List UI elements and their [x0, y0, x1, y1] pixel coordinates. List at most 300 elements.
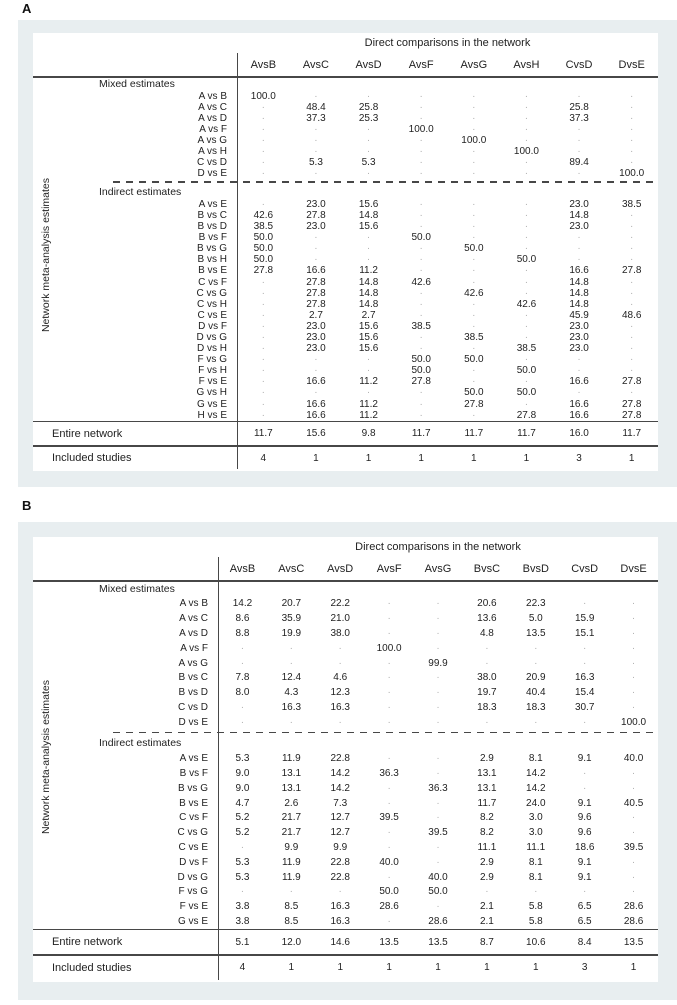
row-cells: [237, 299, 658, 310]
empty-cell-dot: ·: [631, 672, 636, 684]
empty-cell-dot: ·: [472, 320, 476, 332]
row-cells: [237, 168, 658, 179]
value-cell: 16.6: [306, 398, 326, 410]
value-cell: [448, 199, 501, 210]
value-cell: 13.5: [623, 936, 644, 948]
value-cell: 1: [288, 962, 295, 974]
value-cell: 16.3: [281, 701, 302, 713]
value-cell: [605, 102, 658, 113]
value-cell: 3: [581, 962, 588, 974]
column-header-cvsd: CvsD: [571, 562, 599, 575]
value-cell: 14.2: [232, 598, 253, 610]
value-cell: 19.9: [281, 627, 302, 639]
empty-cell-dot: ·: [289, 716, 293, 728]
empty-cell-dot: ·: [261, 157, 265, 169]
empty-cell-dot: ·: [524, 123, 529, 135]
value-cell: [342, 365, 395, 376]
value-cell: 11.7: [517, 428, 536, 440]
value-cell: 50.0: [516, 254, 537, 266]
empty-cell-dot: ·: [534, 657, 538, 669]
value-cell: 11.9: [281, 856, 301, 868]
empty-cell-dot: ·: [314, 387, 318, 399]
row-cells: [237, 91, 658, 102]
value-cell: [395, 288, 448, 299]
value-cell: 11.1: [526, 841, 546, 853]
empty-cell-dot: ·: [240, 657, 245, 669]
value-cell: 14.2: [330, 782, 350, 794]
value-cell: [500, 399, 553, 410]
value-cell: 24.0: [526, 797, 546, 809]
row-label: A vs B: [198, 90, 227, 102]
empty-cell-dot: ·: [261, 101, 265, 113]
value-cell: [609, 857, 658, 868]
value-cell: [500, 321, 553, 332]
empty-cell-dot: ·: [472, 365, 476, 377]
empty-cell-dot: ·: [314, 354, 318, 366]
row-cells: [237, 399, 658, 410]
value-cell: 1: [418, 452, 424, 464]
empty-cell-dot: ·: [387, 827, 391, 839]
column-header-dvse: DvsE: [620, 562, 647, 575]
value-cell: [605, 157, 658, 168]
value-cell: [414, 812, 463, 823]
value-cell: 16.6: [306, 376, 326, 388]
row-label: A vs B: [179, 598, 208, 610]
table-row: [33, 399, 658, 410]
table-row: [33, 781, 658, 796]
row-cells: [218, 827, 658, 838]
row-cells: [218, 812, 658, 823]
value-cell: [605, 321, 658, 332]
column-header-cvsd: CvsD: [565, 58, 593, 71]
value-cell: [414, 643, 463, 654]
column-header-avsg: AvsG: [460, 58, 488, 71]
value-cell: 5.0: [528, 613, 543, 625]
table-row: [33, 232, 658, 243]
value-cell: [365, 687, 414, 698]
panel-a-table: [33, 33, 658, 471]
row-cells: [237, 221, 658, 232]
value-cell: 9.1: [577, 753, 592, 765]
value-cell: [605, 354, 658, 365]
empty-cell-dot: ·: [583, 657, 587, 669]
value-cell: [500, 265, 553, 276]
value-cell: [316, 643, 365, 654]
row-label: D vs E: [197, 168, 227, 180]
empty-cell-dot: ·: [419, 343, 423, 355]
value-cell: [414, 753, 463, 764]
row-label: C vs F: [179, 812, 208, 824]
value-cell: 11.2: [359, 376, 378, 388]
empty-cell-dot: ·: [630, 354, 634, 366]
panel-a-y-axis-label: Network meta-analysis estimates: [40, 177, 52, 333]
value-cell: 36.3: [379, 767, 399, 779]
value-cell: [365, 628, 414, 639]
empty-cell-dot: ·: [314, 146, 318, 158]
value-cell: [290, 354, 343, 365]
value-cell: [605, 221, 658, 232]
value-cell: [500, 243, 553, 254]
value-cell: 27.8: [621, 376, 642, 388]
value-cell: 14.6: [330, 936, 350, 948]
empty-cell-dot: ·: [240, 886, 245, 898]
value-cell: [395, 102, 448, 113]
row-cells: [237, 265, 658, 276]
value-cell: [500, 332, 553, 343]
value-cell: [448, 168, 501, 179]
empty-cell-dot: ·: [366, 134, 371, 146]
empty-cell-dot: ·: [472, 198, 476, 210]
empty-cell-dot: ·: [387, 753, 391, 765]
value-cell: 100.0: [621, 716, 647, 728]
value-cell: [553, 243, 606, 254]
value-cell: 50.0: [516, 365, 537, 377]
value-cell: 12.3: [330, 687, 350, 699]
row-label: C vs F: [198, 276, 227, 288]
table-row: [33, 277, 658, 288]
value-cell: [560, 717, 609, 728]
row-cells: [218, 916, 658, 927]
empty-cell-dot: ·: [472, 298, 476, 310]
empty-cell-dot: ·: [577, 168, 581, 180]
empty-cell-dot: ·: [366, 243, 371, 255]
value-cell: [553, 91, 606, 102]
empty-cell-dot: ·: [472, 221, 476, 233]
empty-cell-dot: ·: [577, 254, 581, 266]
empty-cell-dot: ·: [630, 146, 634, 158]
value-cell: [609, 872, 658, 883]
empty-cell-dot: ·: [419, 209, 423, 221]
row-cells: [218, 628, 658, 639]
table-row: [33, 656, 658, 671]
row-cells: [237, 102, 658, 113]
value-cell: [448, 91, 501, 102]
value-cell: 1: [484, 962, 490, 974]
value-cell: [395, 199, 448, 210]
summary-row-cells: [237, 453, 658, 464]
value-cell: 23.0: [569, 221, 589, 233]
empty-cell-dot: ·: [436, 627, 440, 639]
empty-cell-dot: ·: [261, 398, 265, 410]
value-cell: [237, 376, 290, 387]
value-cell: 50.0: [464, 354, 484, 366]
empty-cell-dot: ·: [630, 332, 634, 344]
row-label: C vs G: [177, 827, 208, 839]
row-label: B vs C: [197, 209, 227, 221]
empty-cell-dot: ·: [472, 265, 476, 277]
value-cell: [511, 643, 560, 654]
value-cell: 27.8: [621, 265, 642, 277]
value-cell: [395, 254, 448, 265]
value-cell: 14.8: [569, 276, 589, 288]
value-cell: 7.8: [235, 672, 250, 684]
empty-cell-dot: ·: [524, 287, 529, 299]
value-cell: [290, 146, 343, 157]
value-cell: [342, 135, 395, 146]
value-cell: [414, 901, 463, 912]
panel-a-table-title: Direct comparisons in the network: [364, 37, 531, 49]
value-cell: 5.2: [235, 812, 250, 824]
value-cell: 13.1: [281, 782, 302, 794]
table-row: [33, 365, 658, 376]
empty-cell-dot: ·: [630, 112, 634, 124]
value-cell: 9.1: [577, 871, 592, 883]
value-cell: [395, 243, 448, 254]
value-cell: 9.6: [577, 827, 592, 839]
empty-cell-dot: ·: [261, 198, 265, 210]
column-header-avsf: AvsF: [376, 562, 402, 575]
value-cell: [342, 124, 395, 135]
value-cell: [365, 872, 414, 883]
row-label: A vs D: [198, 112, 227, 124]
empty-cell-dot: ·: [261, 276, 265, 288]
empty-cell-dot: ·: [436, 642, 440, 654]
value-cell: 28.6: [623, 915, 644, 927]
empty-cell-dot: ·: [366, 123, 371, 135]
value-cell: [395, 410, 448, 421]
row-cells: [237, 146, 658, 157]
section-header: Mixed estimates: [99, 77, 175, 90]
empty-cell-dot: ·: [524, 376, 529, 388]
value-cell: [560, 768, 609, 779]
column-header-avsc: AvsC: [278, 562, 305, 575]
value-cell: 1: [523, 452, 530, 464]
summary-row-cells: [237, 428, 658, 439]
value-cell: 16.3: [330, 701, 350, 713]
value-cell: [267, 643, 316, 654]
row-cells: [218, 872, 658, 883]
value-cell: [511, 658, 560, 669]
column-header-dvse: DvsE: [618, 58, 645, 71]
value-cell: [462, 717, 511, 728]
value-cell: 21.7: [281, 827, 302, 839]
value-cell: [448, 277, 501, 288]
empty-cell-dot: ·: [261, 123, 265, 135]
value-cell: 12.7: [330, 827, 350, 839]
row-cells: [218, 717, 658, 728]
value-cell: [414, 798, 463, 809]
value-cell: [290, 365, 343, 376]
value-cell: 1: [435, 962, 441, 974]
empty-cell-dot: ·: [419, 157, 423, 169]
value-cell: 15.6: [358, 343, 379, 355]
value-cell: [342, 387, 395, 398]
empty-cell-dot: ·: [631, 613, 636, 625]
column-header-avsd: AvsD: [327, 562, 354, 575]
row-cells: [237, 243, 658, 254]
value-cell: 8.5: [284, 915, 299, 927]
value-cell: [365, 916, 414, 927]
value-cell: [609, 827, 658, 838]
row-label: F vs E: [179, 901, 208, 913]
row-cells: [237, 232, 658, 243]
empty-cell-dot: ·: [577, 354, 581, 366]
value-cell: [605, 277, 658, 288]
empty-cell-dot: ·: [485, 886, 489, 898]
value-cell: 4: [260, 452, 267, 464]
empty-cell-dot: ·: [261, 354, 265, 366]
value-cell: 11.7: [411, 428, 431, 440]
table-row: [33, 766, 658, 781]
empty-cell-dot: ·: [436, 812, 440, 824]
panel-a-summaries: [33, 421, 658, 470]
value-cell: [553, 387, 606, 398]
value-cell: [560, 643, 609, 654]
value-cell: [237, 135, 290, 146]
value-cell: [316, 658, 365, 669]
value-cell: [500, 210, 553, 221]
value-cell: [342, 232, 395, 243]
empty-cell-dot: ·: [419, 134, 423, 146]
value-cell: [448, 299, 501, 310]
empty-cell-dot: ·: [387, 687, 391, 699]
value-cell: 23.0: [569, 332, 589, 344]
value-cell: 1: [533, 962, 539, 974]
value-cell: [609, 812, 658, 823]
value-cell: 14.8: [358, 298, 379, 310]
value-cell: [553, 135, 606, 146]
value-cell: [395, 168, 448, 179]
panel-a-column-header-row: [33, 53, 658, 76]
value-cell: 11.7: [464, 428, 484, 440]
included-studies-row: [33, 956, 658, 980]
value-cell: 20.6: [477, 598, 497, 610]
panel-b-table-vertical-rule: [218, 557, 219, 980]
value-cell: [237, 113, 290, 124]
section-divider-dashed-rule: [113, 181, 658, 183]
empty-cell-dot: ·: [472, 409, 476, 421]
row-label: D vs E: [178, 716, 208, 728]
value-cell: [605, 299, 658, 310]
value-cell: 27.8: [306, 298, 326, 310]
value-cell: 9.0: [235, 767, 250, 779]
section-header: Indirect estimates: [99, 737, 182, 750]
value-cell: 42.6: [411, 276, 431, 288]
value-cell: [395, 113, 448, 124]
value-cell: 22.8: [330, 871, 350, 883]
empty-cell-dot: ·: [631, 627, 636, 639]
table-row: [33, 751, 658, 766]
empty-cell-dot: ·: [631, 886, 636, 898]
empty-cell-dot: ·: [419, 298, 423, 310]
value-cell: 16.0: [569, 428, 589, 440]
empty-cell-dot: ·: [524, 157, 529, 169]
value-cell: 16.3: [330, 915, 350, 927]
value-cell: 48.4: [306, 101, 326, 113]
value-cell: 4.8: [479, 627, 494, 639]
row-label: F vs E: [198, 376, 227, 388]
empty-cell-dot: ·: [261, 298, 265, 310]
row-label: B vs H: [197, 254, 227, 266]
row-cells: [218, 702, 658, 713]
value-cell: 2.7: [308, 309, 323, 321]
empty-cell-dot: ·: [366, 232, 371, 244]
value-cell: 2.9: [479, 871, 494, 883]
value-cell: [237, 343, 290, 354]
row-label: A vs C: [179, 613, 208, 625]
value-cell: 8.1: [528, 856, 543, 868]
value-cell: [365, 842, 414, 853]
empty-cell-dot: ·: [314, 123, 318, 135]
value-cell: [448, 265, 501, 276]
empty-cell-dot: ·: [314, 254, 318, 266]
row-label: A vs E: [179, 753, 208, 765]
value-cell: [609, 702, 658, 713]
value-cell: [609, 672, 658, 683]
value-cell: 2.9: [479, 753, 494, 765]
row-label: A vs E: [198, 198, 227, 210]
value-cell: [605, 91, 658, 102]
value-cell: [290, 124, 343, 135]
value-cell: 1: [628, 452, 635, 464]
empty-cell-dot: ·: [419, 198, 423, 210]
empty-cell-dot: ·: [577, 123, 581, 135]
table-row: [33, 135, 658, 146]
value-cell: [414, 768, 463, 779]
value-cell: 8.1: [528, 871, 543, 883]
value-cell: [395, 265, 448, 276]
table-row: [33, 825, 658, 840]
value-cell: [500, 157, 553, 168]
value-cell: 20.7: [281, 598, 302, 610]
table-row: [33, 146, 658, 157]
value-cell: [290, 135, 343, 146]
empty-cell-dot: ·: [524, 232, 529, 244]
row-label: D vs G: [177, 871, 208, 883]
empty-cell-dot: ·: [630, 276, 634, 288]
value-cell: 6.5: [577, 915, 592, 927]
value-cell: [414, 687, 463, 698]
table-row: [33, 870, 658, 885]
empty-cell-dot: ·: [436, 797, 440, 809]
value-cell: 100.0: [461, 134, 487, 146]
value-cell: 5.3: [235, 856, 250, 868]
table-row: [33, 914, 658, 929]
panel-b-y-axis-label: Network meta-analysis estimates: [40, 679, 52, 835]
value-cell: 27.8: [464, 398, 484, 410]
empty-cell-dot: ·: [289, 642, 293, 654]
value-cell: [290, 243, 343, 254]
table-row: [33, 299, 658, 310]
row-label: A vs F: [180, 642, 208, 654]
value-cell: 38.0: [477, 672, 497, 684]
empty-cell-dot: ·: [366, 90, 371, 102]
empty-cell-dot: ·: [387, 701, 391, 713]
empty-cell-dot: ·: [366, 365, 371, 377]
empty-cell-dot: ·: [524, 134, 529, 146]
empty-cell-dot: ·: [577, 243, 581, 255]
value-cell: [237, 387, 290, 398]
row-label: A vs F: [199, 123, 227, 135]
section-header: Indirect estimates: [99, 185, 182, 198]
value-cell: 15.6: [358, 198, 379, 210]
value-cell: [609, 886, 658, 897]
row-cells: [237, 321, 658, 332]
table-row: [33, 387, 658, 398]
value-cell: 28.6: [428, 915, 448, 927]
value-cell: 38.5: [253, 221, 274, 233]
value-cell: [448, 343, 501, 354]
empty-cell-dot: ·: [387, 871, 391, 883]
empty-cell-dot: ·: [631, 827, 636, 839]
row-label: B vs D: [197, 221, 227, 233]
panel-b-letter: B: [22, 498, 32, 513]
empty-cell-dot: ·: [436, 856, 440, 868]
value-cell: 9.6: [577, 812, 592, 824]
table-row: [33, 243, 658, 254]
value-cell: 6.5: [577, 901, 592, 913]
column-header-avsd: AvsD: [355, 58, 382, 71]
